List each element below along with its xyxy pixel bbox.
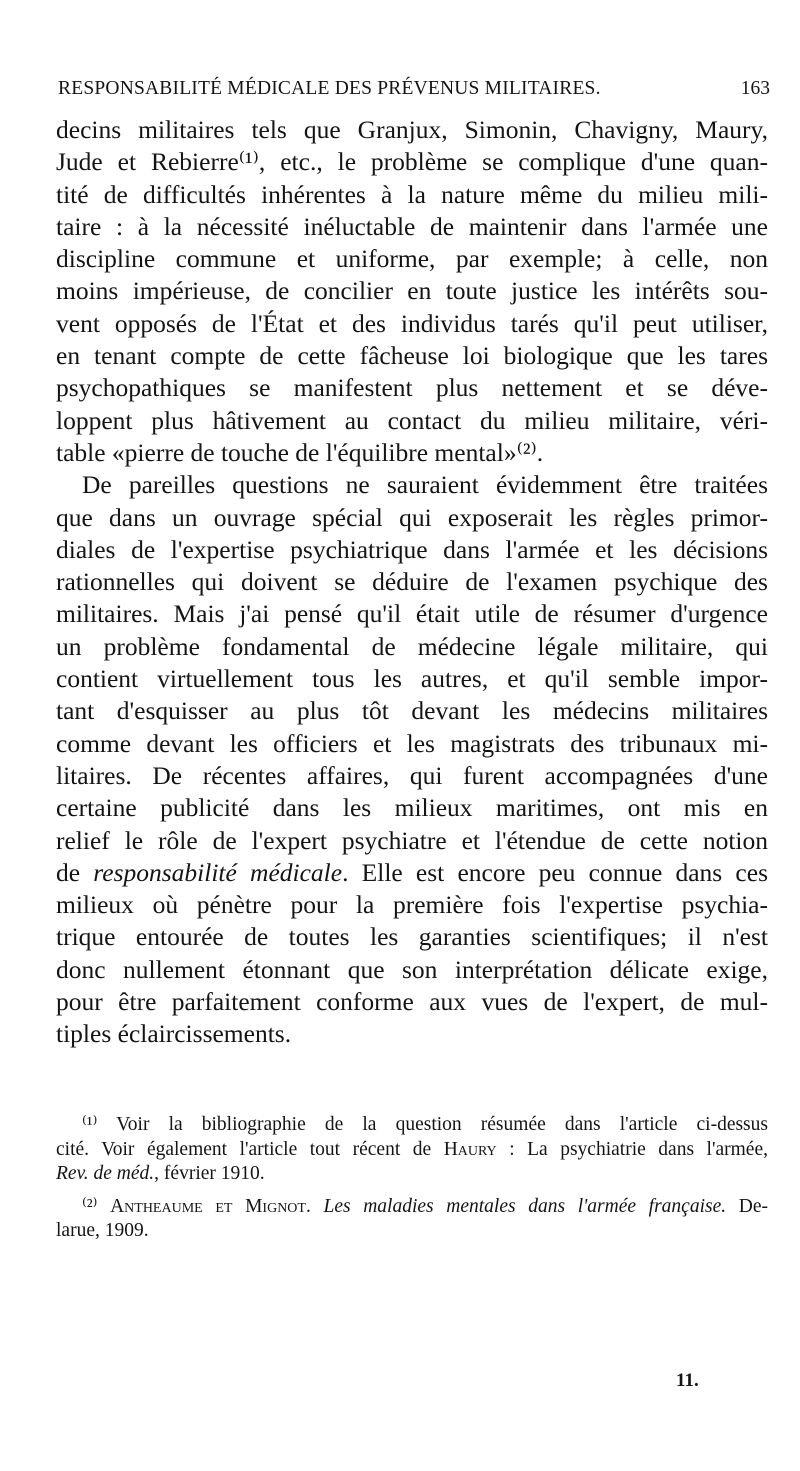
- body-line: relief le rôle de l'expert psychiatre et l'étendue de cette notion: [56, 825, 768, 855]
- body-line: discipline commune et uniforme, par exemple; à celle, non: [56, 244, 768, 274]
- body-line: Jude et Rebierre⁽¹⁾, etc., le problème se complique d'une quan-: [56, 147, 768, 177]
- page-number: 163: [740, 78, 770, 99]
- footnote-text: : La psychiatrie dans l'armée,: [496, 1138, 768, 1160]
- emphasis-term: responsabilité médicale: [93, 857, 343, 887]
- body-line: en tenant compte de cette fâcheuse loi biologique que les tares: [56, 341, 768, 371]
- body-line: De pareilles questions ne sauraient évidemment être traitées: [82, 470, 768, 500]
- body-line: certaine publicité dans les milieux maritimes, ont mis en: [56, 793, 768, 823]
- body-line: psychopathiques se manifestent plus nettement et se déve-: [56, 373, 768, 403]
- footnote-text: De-: [738, 1195, 768, 1217]
- body-line: trique entourée de toutes les garanties scientifiques; il n'est: [56, 922, 768, 952]
- footnote-text: cité. Voir également l'article tout récent de: [56, 1138, 444, 1160]
- body-line: table «pierre de touche de l'équilibre mental»⁽²⁾.: [56, 437, 544, 467]
- body-line: taire : à la nécessité inéluctable de maintenir dans l'armée une: [56, 211, 768, 241]
- body-line: vent opposés de l'État et des individus tarés qu'il peut utiliser,: [56, 308, 768, 338]
- body-line: que dans un ouvrage spécial qui exposerait les règles primor-: [56, 502, 768, 532]
- footnote-2-line: [56, 1195, 768, 1220]
- body-line: militaires. Mais j'ai pensé qu'il était utile de résumer d'urgence: [56, 599, 768, 629]
- footnote-2-line: larue, 1909.: [56, 1220, 149, 1241]
- body-line: milieux où pénètre pour la première fois l'expertise psychia-: [56, 890, 768, 920]
- running-title: RESPONSABILITÉ MÉDICALE DES PRÉVENUS MILITAIRES.: [58, 78, 601, 99]
- body-text: [56, 114, 768, 1051]
- footnote-1-line: [56, 1113, 768, 1138]
- footnote-1-line: [56, 1162, 768, 1187]
- footnote-gap: [56, 1187, 768, 1195]
- footnote-author: Haury: [443, 1138, 497, 1160]
- footnote-title: Les maladies mentales dans l'armée française.: [323, 1195, 727, 1217]
- body-line: un problème fondamental de médecine légale militaire, qui: [56, 631, 768, 661]
- body-line: decins militaires tels que Granjux, Simonin, Chavigny, Maury,: [56, 115, 768, 144]
- body-line: diales de l'expertise psychiatrique dans l'armée et les décisions: [56, 534, 768, 564]
- footnote-text: Voir la bibliographie de la question résumée dans l'article ci-dessus: [116, 1114, 768, 1135]
- footnote-1-line: [56, 1138, 768, 1163]
- footnotes: [56, 1113, 768, 1244]
- footnote-authors: Antheaume et Mignot.: [110, 1195, 311, 1217]
- body-line: pour être parfaitement conforme aux vues de l'expert, de mul-: [56, 987, 768, 1017]
- body-line: comme devant les officiers et les magistrats des tribunaux mi-: [56, 728, 768, 758]
- body-line: loppent plus hâtivement au contact du milieu militaire, véri-: [56, 405, 768, 435]
- body-line: contient virtuellement tous les autres, et qu'il semble impor-: [56, 664, 768, 694]
- footnote-marker: ⁽²⁾: [82, 1195, 98, 1217]
- signature-mark: 11.: [676, 1370, 699, 1391]
- footnote-text: , février 1910.: [154, 1163, 265, 1184]
- running-head: [58, 78, 770, 108]
- body-line: tant d'esquisser au plus tôt devant les médecins militaires: [56, 696, 768, 726]
- body-line: moins impérieuse, de concilier en toute justice les intérêts sou-: [56, 276, 768, 306]
- body-line: rationnelles qui doivent se déduire de l'examen psychique des: [56, 567, 768, 597]
- body-line: donc nullement étonnant que son interprétation délicate exige,: [56, 954, 768, 984]
- body-line: de responsabilité médicale. Elle est encore peu connue dans ces: [56, 857, 768, 887]
- footnote-marker: ⁽¹⁾: [82, 1114, 98, 1135]
- body-line: tiples éclaircissements.: [56, 1019, 292, 1049]
- body-line: tité de difficultés inhérentes à la nature même du milieu mili-: [56, 179, 768, 209]
- body-line: litaires. De récentes affaires, qui furent accompagnées d'une: [56, 760, 768, 790]
- footnote-journal: Rev. de méd.: [56, 1163, 155, 1184]
